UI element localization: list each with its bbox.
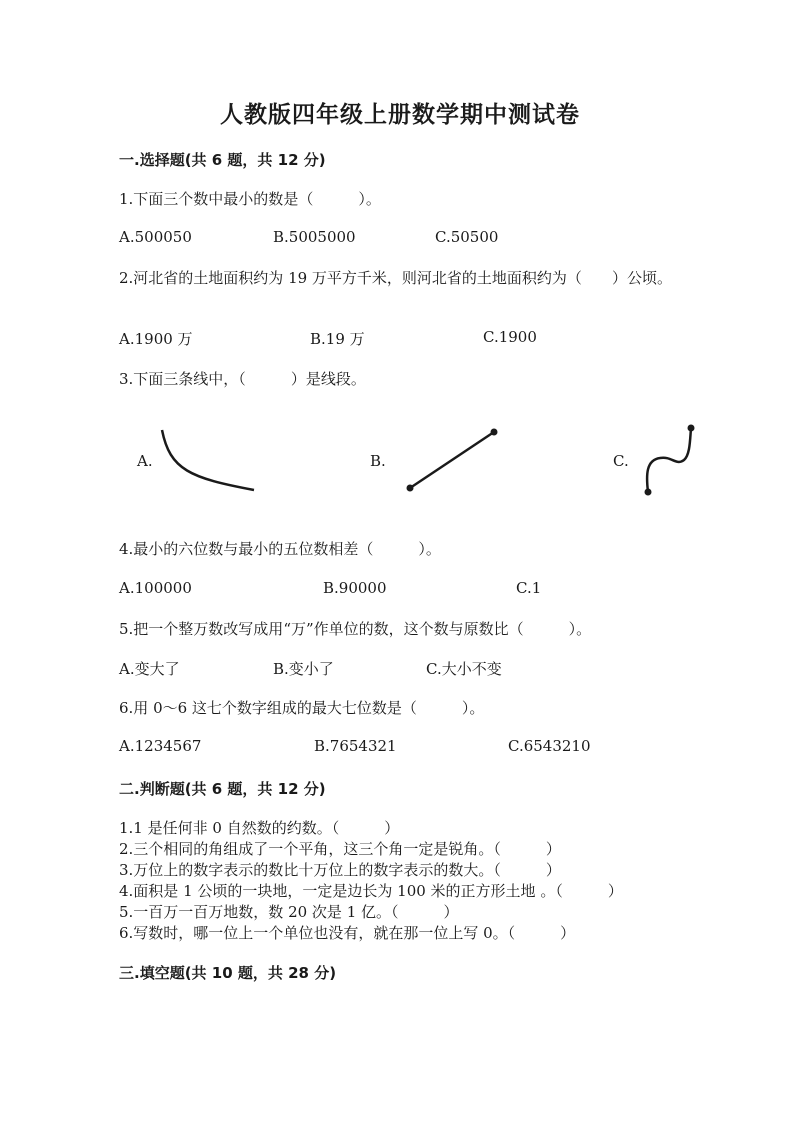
judge-item-4: 4.面积是 1 公顷的一块地，一定是边长为 100 米的正方形土地 。（ ） [119, 882, 623, 900]
judge-item-1: 1.1 是任何非 0 自然数的约数。（ ） [119, 819, 400, 837]
wavy-endpoint-dot [645, 489, 652, 496]
q5-option-c: C.大小不变 [426, 660, 502, 678]
judge-item-5: 5.一百万一百万地数，数 20 次是 1 亿。（ ） [119, 903, 459, 921]
question-4: 4.最小的六位数与最小的五位数相差（ ）。 [119, 540, 441, 558]
section-heading-judge: 二.判断题(共 6 题，共 12 分) [119, 780, 326, 798]
q6-option-b: B.7654321 [314, 737, 397, 755]
q1-option-a: A.500050 [119, 228, 192, 246]
q1-option-c: C.50500 [435, 228, 499, 246]
section-heading-choice: 一.选择题(共 6 题，共 12 分) [119, 151, 326, 169]
segment-endpoint-dot [491, 429, 498, 436]
q4-option-a: A.100000 [119, 579, 192, 597]
q6-option-c: C.6543210 [508, 737, 591, 755]
q2-option-b: B.19 万 [310, 330, 365, 348]
question-2: 2.河北省的土地面积约为 19 万平方千米，则河北省的土地面积约为（ ）公顷。 [119, 269, 672, 287]
wavy-endpoint-dot [688, 425, 695, 432]
q2-option-a: A.1900 万 [119, 330, 193, 348]
q5-option-b: B.变小了 [273, 660, 334, 678]
q5-option-a: A.变大了 [119, 660, 180, 678]
wavy-line-figure [647, 428, 691, 492]
q3-option-a: A. [137, 452, 153, 470]
segment-figure [410, 432, 494, 488]
section-heading-fill: 三.填空题(共 10 题，共 28 分) [119, 964, 337, 982]
page-title: 人教版四年级上册数学期中测试卷 [220, 101, 580, 128]
q4-option-c: C.1 [516, 579, 542, 597]
q3-option-b: B. [370, 452, 386, 470]
q4-option-b: B.90000 [323, 579, 387, 597]
q3-option-c: C. [613, 452, 629, 470]
segment-endpoint-dot [407, 485, 414, 492]
question-3: 3.下面三条线中，（ ）是线段。 [119, 370, 366, 388]
judge-item-2: 2.三个相同的角组成了一个平角，这三个角一定是锐角。（ ） [119, 840, 561, 858]
q6-option-a: A.1234567 [119, 737, 202, 755]
q1-option-b: B.5005000 [273, 228, 356, 246]
q2-option-c: C.1900 [483, 328, 537, 346]
judge-item-3: 3.万位上的数字表示的数比十万位上的数字表示的数大。（ ） [119, 861, 561, 879]
question-6: 6.用 0～6 这七个数字组成的最大七位数是（ ）。 [119, 699, 485, 717]
question-5: 5.把一个整万数改写成用“万”作单位的数，这个数与原数比（ ）。 [119, 620, 592, 638]
curve-line-figure [162, 430, 254, 490]
question-1: 1.下面三个数中最小的数是（ ）。 [119, 190, 381, 208]
judge-item-6: 6.写数时，哪一位上一个单位也没有，就在那一位上写 0。（ ） [119, 924, 576, 942]
